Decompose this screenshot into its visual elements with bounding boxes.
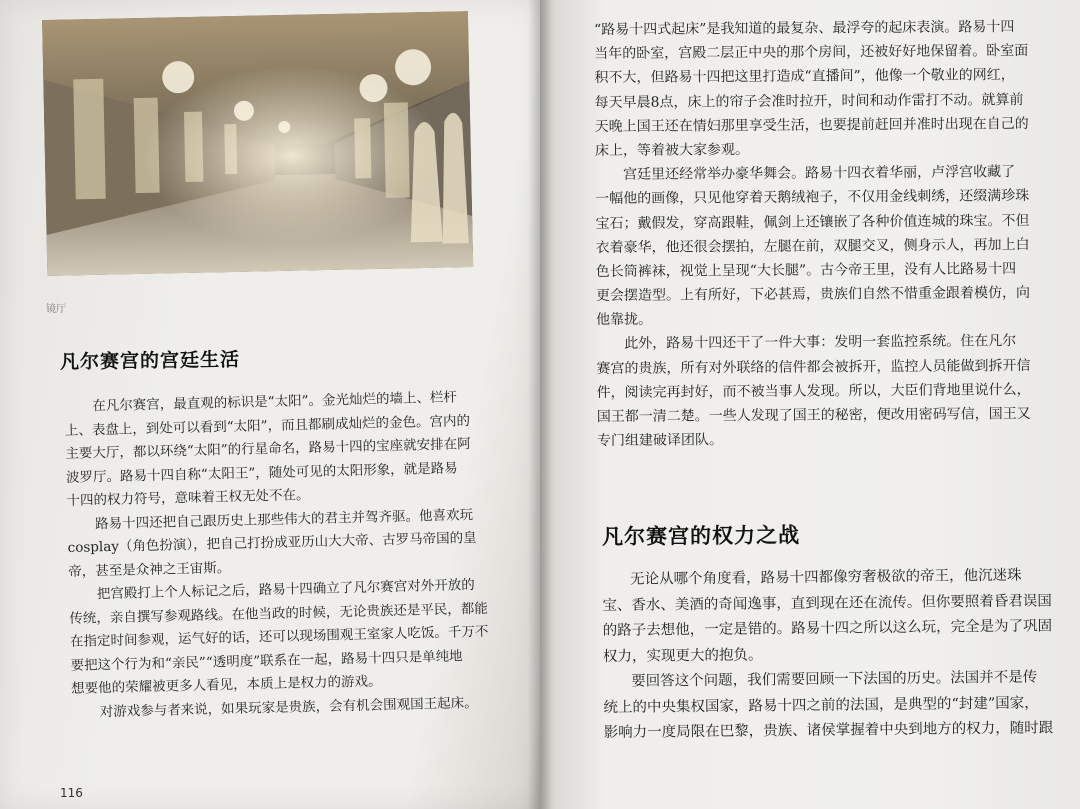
section-heading-power-struggle: 凡尔赛宫的权力之战 [601,523,801,549]
text-line: 对游戏参与者来说，如果玩家是贵族，会有机会围观国王起床。 [99,694,478,720]
book-gutter [528,0,552,809]
text-line: 把宫殿打上个人标记之后，路易十四确立了凡尔赛宫对外开放的 [96,577,475,603]
text-line: 更会摆造型。上有所好，下必甚焉，贵族们自然不惜重金跟着模仿，向 [595,285,1030,305]
left-page-body [64,386,490,725]
right-page-body-bottom [602,563,1053,746]
text-line: 波罗厅。路易十四自称“太阳王”，随处可见的太阳形象，就是路易 [65,459,458,486]
text-line: 想要他的荣耀被更多人看见，本质上是权力的游戏。 [70,673,382,697]
text-line: 权力，实现更大的抱负。 [602,646,763,665]
text-line: 国王都一清二楚。一些人发现了国王的秘密，便改用密码写信，国王又 [596,405,1031,425]
text-line: 件，阅读完再封好，而不被当事人发现。所以，大臣们背地里说什么， [596,381,1031,401]
text-line: 专门组建破译团队。 [596,432,724,450]
text-line: 上、表盘上，到处可以看到“太阳”，而且都刷成灿烂的金色。宫内的 [64,412,471,439]
text-line: 十四的权力符号，意味着王权无处不在。 [66,487,310,509]
text-line: 积不大，但路易十四把这里打造成“直播间”，他像一个敬业的网红， [594,67,1015,87]
text-line: 无论从哪个角度看，路易十四都像穷奢极欲的帝王，他沉迷珠 [630,567,1022,588]
text-line: 床上，等着被大家参观。 [594,141,749,159]
text-line: 宝石；戴假发，穿高跟鞋，佩剑上还镶嵌了各种价值连城的珠宝。不但 [595,212,1030,232]
text-line: 要回答这个问题，我们需要回顾一下法国的历史。法国并不是传 [631,669,1038,690]
text-line: 他靠拢。 [596,311,653,329]
text-line: 在指定时间参观，运气好的话，还可以现场围观王室家人吃饭。千万不 [69,623,489,650]
text-line: 宫廷里还经常举办豪华舞会。路易十四衣着华丽，卢浮宫收藏了 [623,164,1016,183]
photo-caption: 镜厅 [46,304,66,315]
text-line: 主要大厅，都以环绕“太阳”的行星命名，路易十四的宝座就安排在阿 [65,436,471,462]
section-heading-court-life: 凡尔赛宫的宫廷生活 [59,348,241,374]
text-line: 的路子去想他，一定是错的。路易十四之所以这么玩，完全是为了巩固 [602,618,1053,639]
text-line: 每天早晨8点，床上的帘子会准时拉开，时间和动作雷打不动。就算前 [594,91,1024,111]
text-line: 当年的卧室，宫殿二层正中央的那个房间，还被好好地保留着。卧室面 [594,43,1029,63]
text-line: 宝、香水、美酒的奇闻逸事，直到现在还在流传。但你要照着昏君误国 [602,592,1052,614]
text-line: 要把这个行为和“亲民”“透明度”联系在一起，路易十四只是单纯地 [70,647,463,674]
hall-of-mirrors-photo [42,11,473,276]
text-line: 此外，路易十四还干了一件大事：发明一套监控系统。住在凡尔 [624,333,1017,353]
text-line: 一幅他的画像，只见他穿着天鹅绒袍子，不仅用金线刺绣，还缀满珍珠 [595,188,1030,208]
text-line: 色长筒裤袜，视觉上呈现“大长腿”。古今帝王里，没有人比路易十四 [595,260,1017,280]
text-line: 传统，亲自撰写参观路线。在他当政的时候，无论贵族还是平民，都能 [69,600,489,627]
text-line: 帝，甚至是众神之王宙斯。 [68,559,231,580]
text-line: cosplay（角色扮演），把自己打扮成亚历山大大帝、古罗马帝国的皇 [67,529,477,556]
text-line: “路易十四式起床”是我知道的最复杂、最浮夸的起床表演。路易十四 [594,19,1015,38]
text-line: 统上的中央集权国家，路易十四之前的法国，是典型的“封建”国家， [603,694,1039,716]
text-line: 衣着豪华，他还很会摆拍，左腿在前，双腿交叉，侧身示人，再加上白 [595,236,1030,256]
text-line: 影响力一度局限在巴黎，贵族、诸侯掌握着中央到地方的权力，随时跟 [603,720,1054,741]
text-line: 路易十四还把自己跟历史上那些伟大的君主并驾齐驱。他喜欢玩 [94,506,474,532]
text-line: 天晚上国王还在情妇那里享受生活，也要提前赶回并准时出现在自己的 [594,115,1029,135]
page-number: 116 [60,786,83,800]
text-line: 在凡尔赛宫，最直观的标识是“太阳”。金光灿烂的墙上、栏杆 [92,389,458,415]
text-line: 赛宫的贵族，所有对外联络的信件都会被拆开，监控人员能做到拆开信 [596,357,1031,377]
right-page-body-top [594,15,1031,453]
